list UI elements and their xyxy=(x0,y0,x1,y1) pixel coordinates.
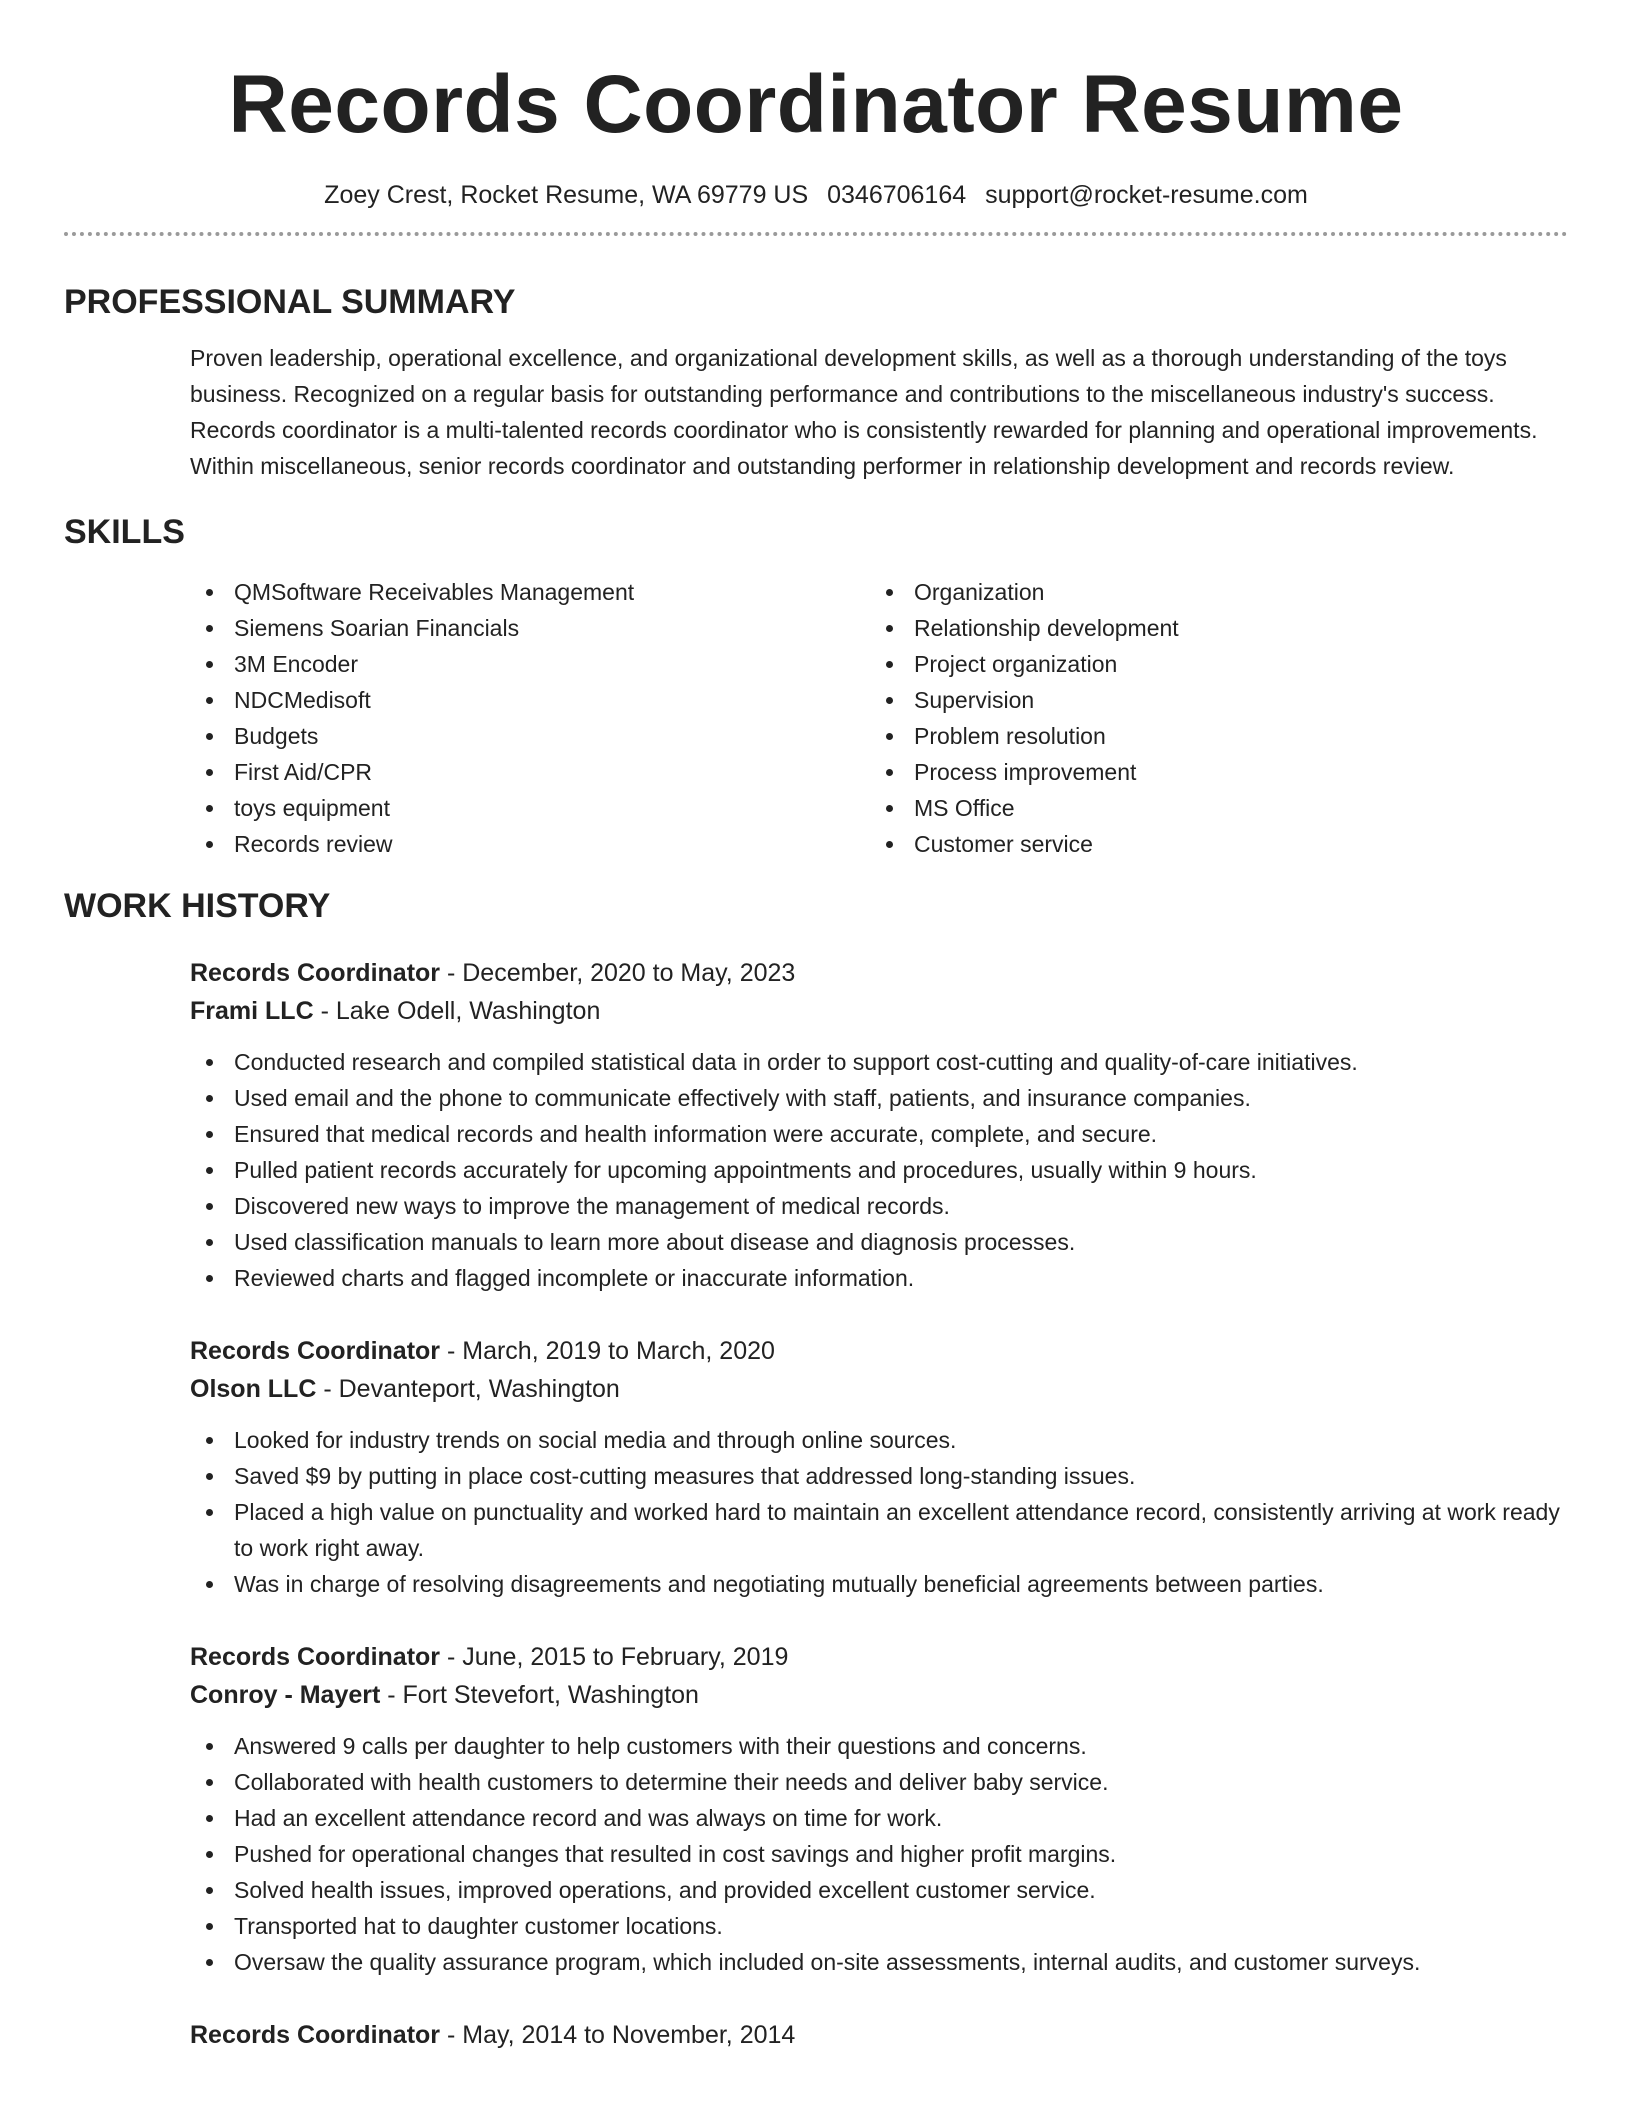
skills-heading: SKILLS xyxy=(64,513,185,551)
summary-text: Proven leadership, operational excellence, and organizational development skills, as well as a thorough understanding of the toys business. Recognized on a regular basis for outstanding performance and contributions to the miscellaneous industry's success. Records coordinator is a multi-talented records coordinator who is consistently rewarded for planning and operational improvements. Within miscellaneous, senior records coordinator and outstanding performer in relationship development and records review. xyxy=(190,345,1538,479)
contact-address: Zoey Crest, Rocket Resume, WA 69779 US xyxy=(324,181,809,209)
job-dates: - December, 2020 to May, 2023 xyxy=(440,959,796,987)
job-duty: Had an excellent attendance record and was always on time for work. xyxy=(190,1800,1568,1836)
job-entry xyxy=(190,1332,1568,1602)
job-title: Records Coordinator xyxy=(190,959,441,987)
skill-item: Organization xyxy=(870,574,1550,610)
skill-item: Records review xyxy=(190,826,870,862)
job-dates: - May, 2014 to November, 2014 xyxy=(440,2021,796,2049)
skill-item: MS Office xyxy=(870,790,1550,826)
contact-line xyxy=(64,180,1568,210)
job-duty: Oversaw the quality assurance program, which included on-site assessments, internal audits, and customer surveys. xyxy=(190,1944,1568,1980)
skill-item: Budgets xyxy=(190,718,870,754)
job-duty: Conducted research and compiled statistical data in order to support cost-cutting and quality-of-care initiatives. xyxy=(190,1044,1568,1080)
job-title-line xyxy=(190,954,1568,992)
skills-list xyxy=(190,574,1568,862)
job-company-line xyxy=(190,1676,1568,1714)
job-entry xyxy=(190,2016,1568,2054)
job-title-line xyxy=(190,1638,1568,1676)
skill-item: 3M Encoder xyxy=(190,646,870,682)
contact-email: support@rocket-resume.com xyxy=(985,181,1308,209)
summary-heading: PROFESSIONAL SUMMARY xyxy=(64,283,516,321)
job-duty: Placed a high value on punctuality and worked hard to maintain an excellent attendance record, consistently arriving at work ready to work right away. xyxy=(190,1494,1568,1566)
job-duties xyxy=(190,1044,1568,1296)
job-duty: Used classification manuals to learn more about disease and diagnosis processes. xyxy=(190,1224,1568,1260)
job-company-line xyxy=(190,992,1568,1030)
job-entry xyxy=(190,1638,1568,1980)
skill-item: First Aid/CPR xyxy=(190,754,870,790)
job-company: Frami LLC xyxy=(190,997,314,1025)
skill-item: toys equipment xyxy=(190,790,870,826)
job-duty: Answered 9 calls per daughter to help customers with their questions and concerns. xyxy=(190,1728,1568,1764)
skill-item: Siemens Soarian Financials xyxy=(190,610,870,646)
job-entry xyxy=(190,954,1568,1296)
work-history-heading: WORK HISTORY xyxy=(64,887,331,925)
job-duty: Pulled patient records accurately for upcoming appointments and procedures, usually within 9 hours. xyxy=(190,1152,1568,1188)
job-duty: Saved $9 by putting in place cost-cutting measures that addressed long-standing issues. xyxy=(190,1458,1568,1494)
job-duty: Ensured that medical records and health information were accurate, complete, and secure. xyxy=(190,1116,1568,1152)
job-duty: Used email and the phone to communicate effectively with staff, patients, and insurance companies. xyxy=(190,1080,1568,1116)
skill-item: Customer service xyxy=(870,826,1550,862)
job-duty: Was in charge of resolving disagreements and negotiating mutually beneficial agreements between parties. xyxy=(190,1566,1568,1602)
job-duty: Pushed for operational changes that resulted in cost savings and higher profit margins. xyxy=(190,1836,1568,1872)
job-duty: Solved health issues, improved operations, and provided excellent customer service. xyxy=(190,1872,1568,1908)
contact-phone: 0346706164 xyxy=(827,181,967,209)
job-title-line xyxy=(190,1332,1568,1370)
job-location: - Devanteport, Washington xyxy=(316,1375,620,1403)
job-company: Conroy - Mayert xyxy=(190,1681,381,1709)
job-title: Records Coordinator xyxy=(190,1337,441,1365)
job-company-line xyxy=(190,1370,1568,1408)
job-title: Records Coordinator xyxy=(190,2021,441,2049)
header-divider xyxy=(64,232,1568,236)
skill-item: Project organization xyxy=(870,646,1550,682)
job-duty: Reviewed charts and flagged incomplete or inaccurate information. xyxy=(190,1260,1568,1296)
job-location: - Lake Odell, Washington xyxy=(313,997,601,1025)
skill-item: Relationship development xyxy=(870,610,1550,646)
job-duties xyxy=(190,1422,1568,1602)
job-title-line xyxy=(190,2016,1568,2054)
job-company: Olson LLC xyxy=(190,1375,317,1403)
skills-column-left xyxy=(190,574,870,862)
job-location: - Fort Stevefort, Washington xyxy=(380,1681,699,1709)
resume-title: Records Coordinator Resume xyxy=(228,59,1404,150)
skills-column-right xyxy=(870,574,1550,862)
job-duty: Discovered new ways to improve the management of medical records. xyxy=(190,1188,1568,1224)
job-dates: - June, 2015 to February, 2019 xyxy=(440,1643,789,1671)
job-duty: Transported hat to daughter customer locations. xyxy=(190,1908,1568,1944)
skill-item: Problem resolution xyxy=(870,718,1550,754)
skill-item: Process improvement xyxy=(870,754,1550,790)
job-title: Records Coordinator xyxy=(190,1643,441,1671)
skill-item: NDCMedisoft xyxy=(190,682,870,718)
skill-item: QMSoftware Receivables Management xyxy=(190,574,870,610)
job-duty: Looked for industry trends on social media and through online sources. xyxy=(190,1422,1568,1458)
job-duty: Collaborated with health customers to determine their needs and deliver baby service. xyxy=(190,1764,1568,1800)
skill-item: Supervision xyxy=(870,682,1550,718)
job-dates: - March, 2019 to March, 2020 xyxy=(440,1337,775,1365)
job-duties xyxy=(190,1728,1568,1980)
